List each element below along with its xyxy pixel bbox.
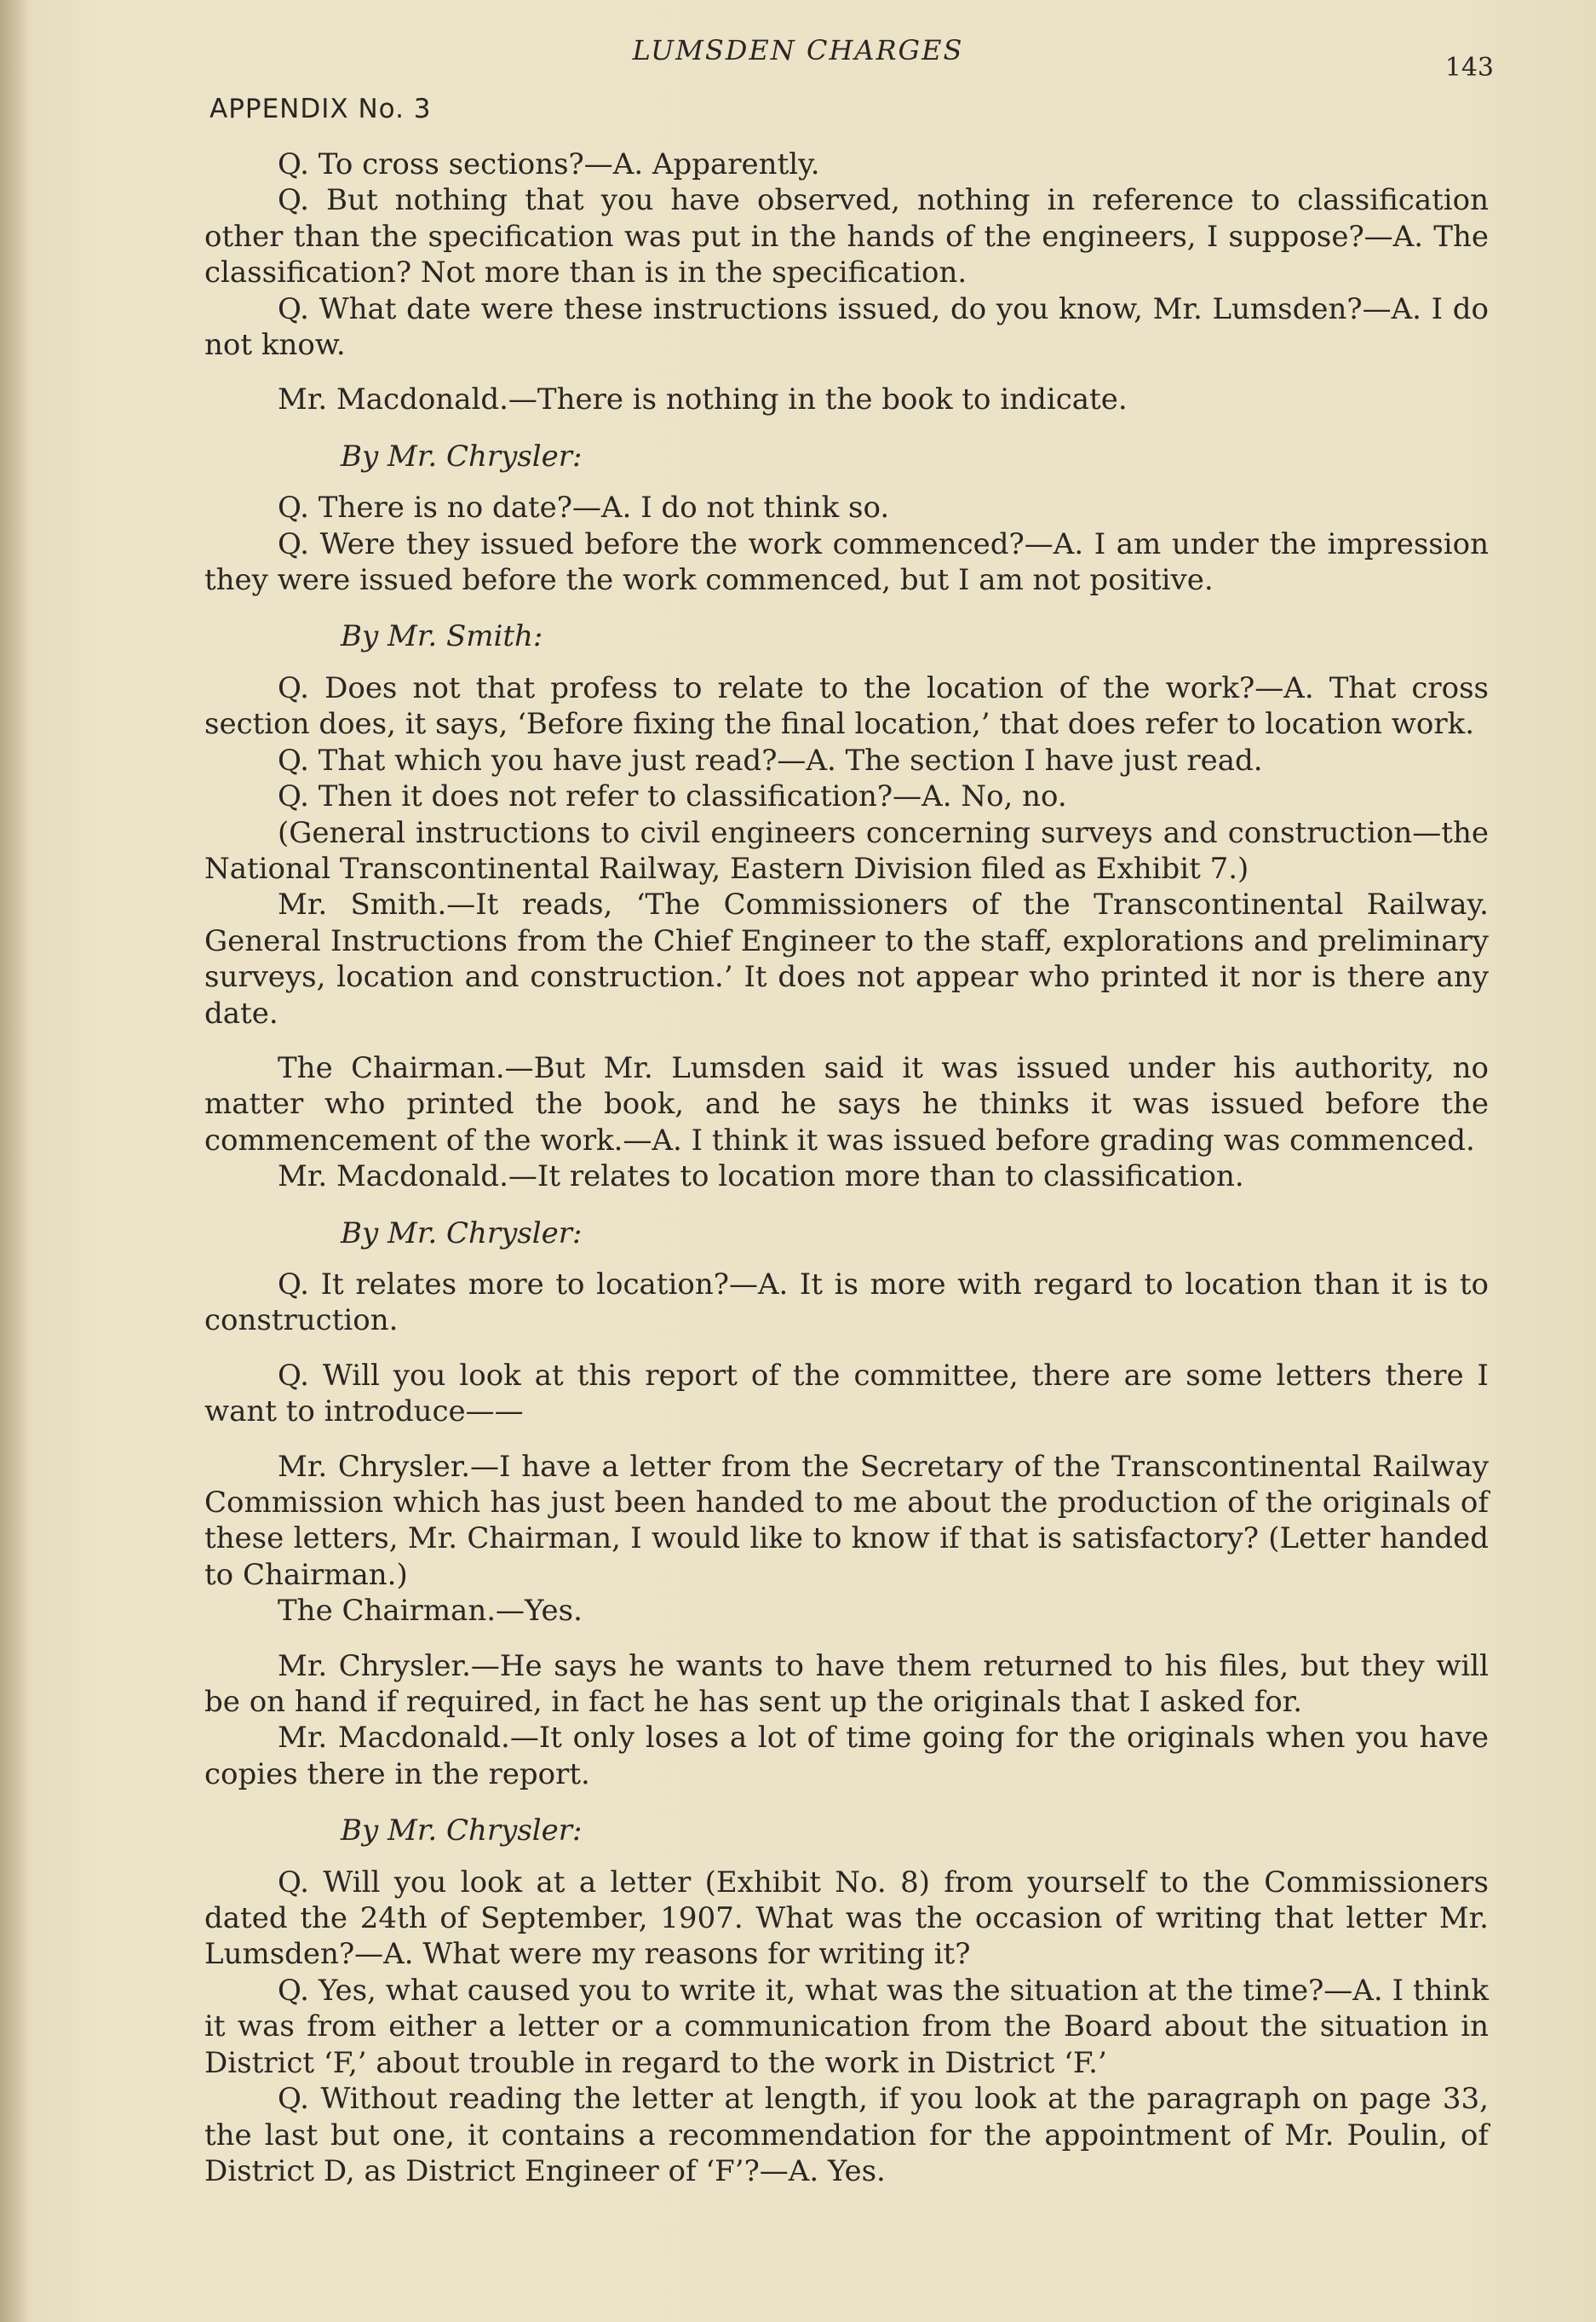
paragraph: Mr. Chrysler.—I have a letter from the Secretary of the Transcontinental Railway Commission which has just been handed to me about the production of the originals of these letters, Mr. Chairman, I would like to know if that is satisfactory? (Letter handed to Chairman.) [204,1449,1489,1592]
paragraph: Q. Will you look at a letter (Exhibit No. 8) from yourself to the Commissioners dated the 24th of September, 1907. What was the occasion of writing that letter Mr. Lumsden?—A. What were my reasons for writing it? [204,1865,1489,1972]
paragraph: Mr. Macdonald.—It relates to location more than to classification. [278,1159,1244,1194]
paragraph: Q. But nothing that you have observed, nothing in reference to classification other than the specification was put in the hands of the engineers, I suppose?—A. The classification? Not more than is in the specification. [204,183,1489,290]
paragraph: Q. That which you have just read?—A. The section I have just read. [278,743,1263,778]
page-number: 143 [1444,53,1494,83]
binding-gutter [0,0,29,2322]
transcript-body [204,147,1489,2189]
paragraph: Mr. Macdonald.—It only loses a lot of time going for the originals when you have copies there in the report. [204,1721,1489,1791]
paragraph: The Chairman.—Yes. [278,1594,583,1629]
paragraph: Q. Does not that profess to relate to the location of the work?—A. That cross section does, it says, ‘Before fixing the final location,’ that does refer to location work. [204,670,1489,742]
paragraph: (General instructions to civil engineers concerning surveys and construction—the National Transcontinental Railway, Eastern Division filed as Exhibit 7.) [204,815,1489,886]
paragraph: Q. Without reading the letter at length, if you look at the paragraph on page 33, the last but one, it contains a recommendation for the appointment of Mr. Poulin, of District D, as District Engineer of ‘F’?—A. Yes. [204,2082,1489,2188]
examiner-heading: By Mr. Smith: [341,619,543,654]
paragraph: Mr. Macdonald.—There is nothing in the book to indicate. [278,382,1128,417]
examiner-heading: By Mr. Chrysler: [341,1813,583,1848]
paragraph: Q. To cross sections?—A. Apparently. [278,147,820,181]
examiner-heading: By Mr. Chrysler: [341,1216,583,1250]
examiner-heading: By Mr. Chrysler: [341,439,583,474]
paragraph: Mr. Chrysler.—He says he wants to have them returned to his files, but they will be on hand if required, in fact he has sent up the originals that I asked for. [204,1648,1489,1720]
paragraph: The Chairman.—But Mr. Lumsden said it was issued under his authority, no matter who printed the book, and he says he thinks it was issued before the commencement of the work.—A. I think it was issued before grading was commenced. [204,1050,1489,1158]
running-header: LUMSDEN CHARGES [632,34,964,66]
paragraph: Q. There is no date?—A. I do not think so. [278,491,890,526]
appendix-label: APPENDIX No. 3 [210,94,432,124]
paragraph: Q. What date were these instructions issued, do you know, Mr. Lumsden?—A. I do not know. [204,291,1489,363]
paragraph: Q. Then it does not refer to classification?—A. No, no. [278,779,1067,814]
paragraph: Mr. Smith.—It reads, ‘The Commissioners of the Transcontinental Railway. General Instructions from the Chief Engineer to the staff, explorations and preliminary surveys, location and construction.’ It does not appear who printed it nor is there any date. [204,888,1489,1031]
paragraph: Q. Will you look at this report of the committee, there are some letters there I want to introduce—— [204,1358,1489,1429]
paragraph: Q. It relates more to location?—A. It is more with regard to location than it is to construction. [204,1267,1489,1338]
paragraph: Q. Were they issued before the work commenced?—A. I am under the impression they were issued before the work commenced, but I am not positive. [204,526,1489,598]
paragraph: Q. Yes, what caused you to write it, what was the situation at the time?—A. I think it was from either a letter or a communication from the Board about the situation in District ‘F,’ about trouble in regard to the work in District ‘F.’ [204,1973,1489,2080]
